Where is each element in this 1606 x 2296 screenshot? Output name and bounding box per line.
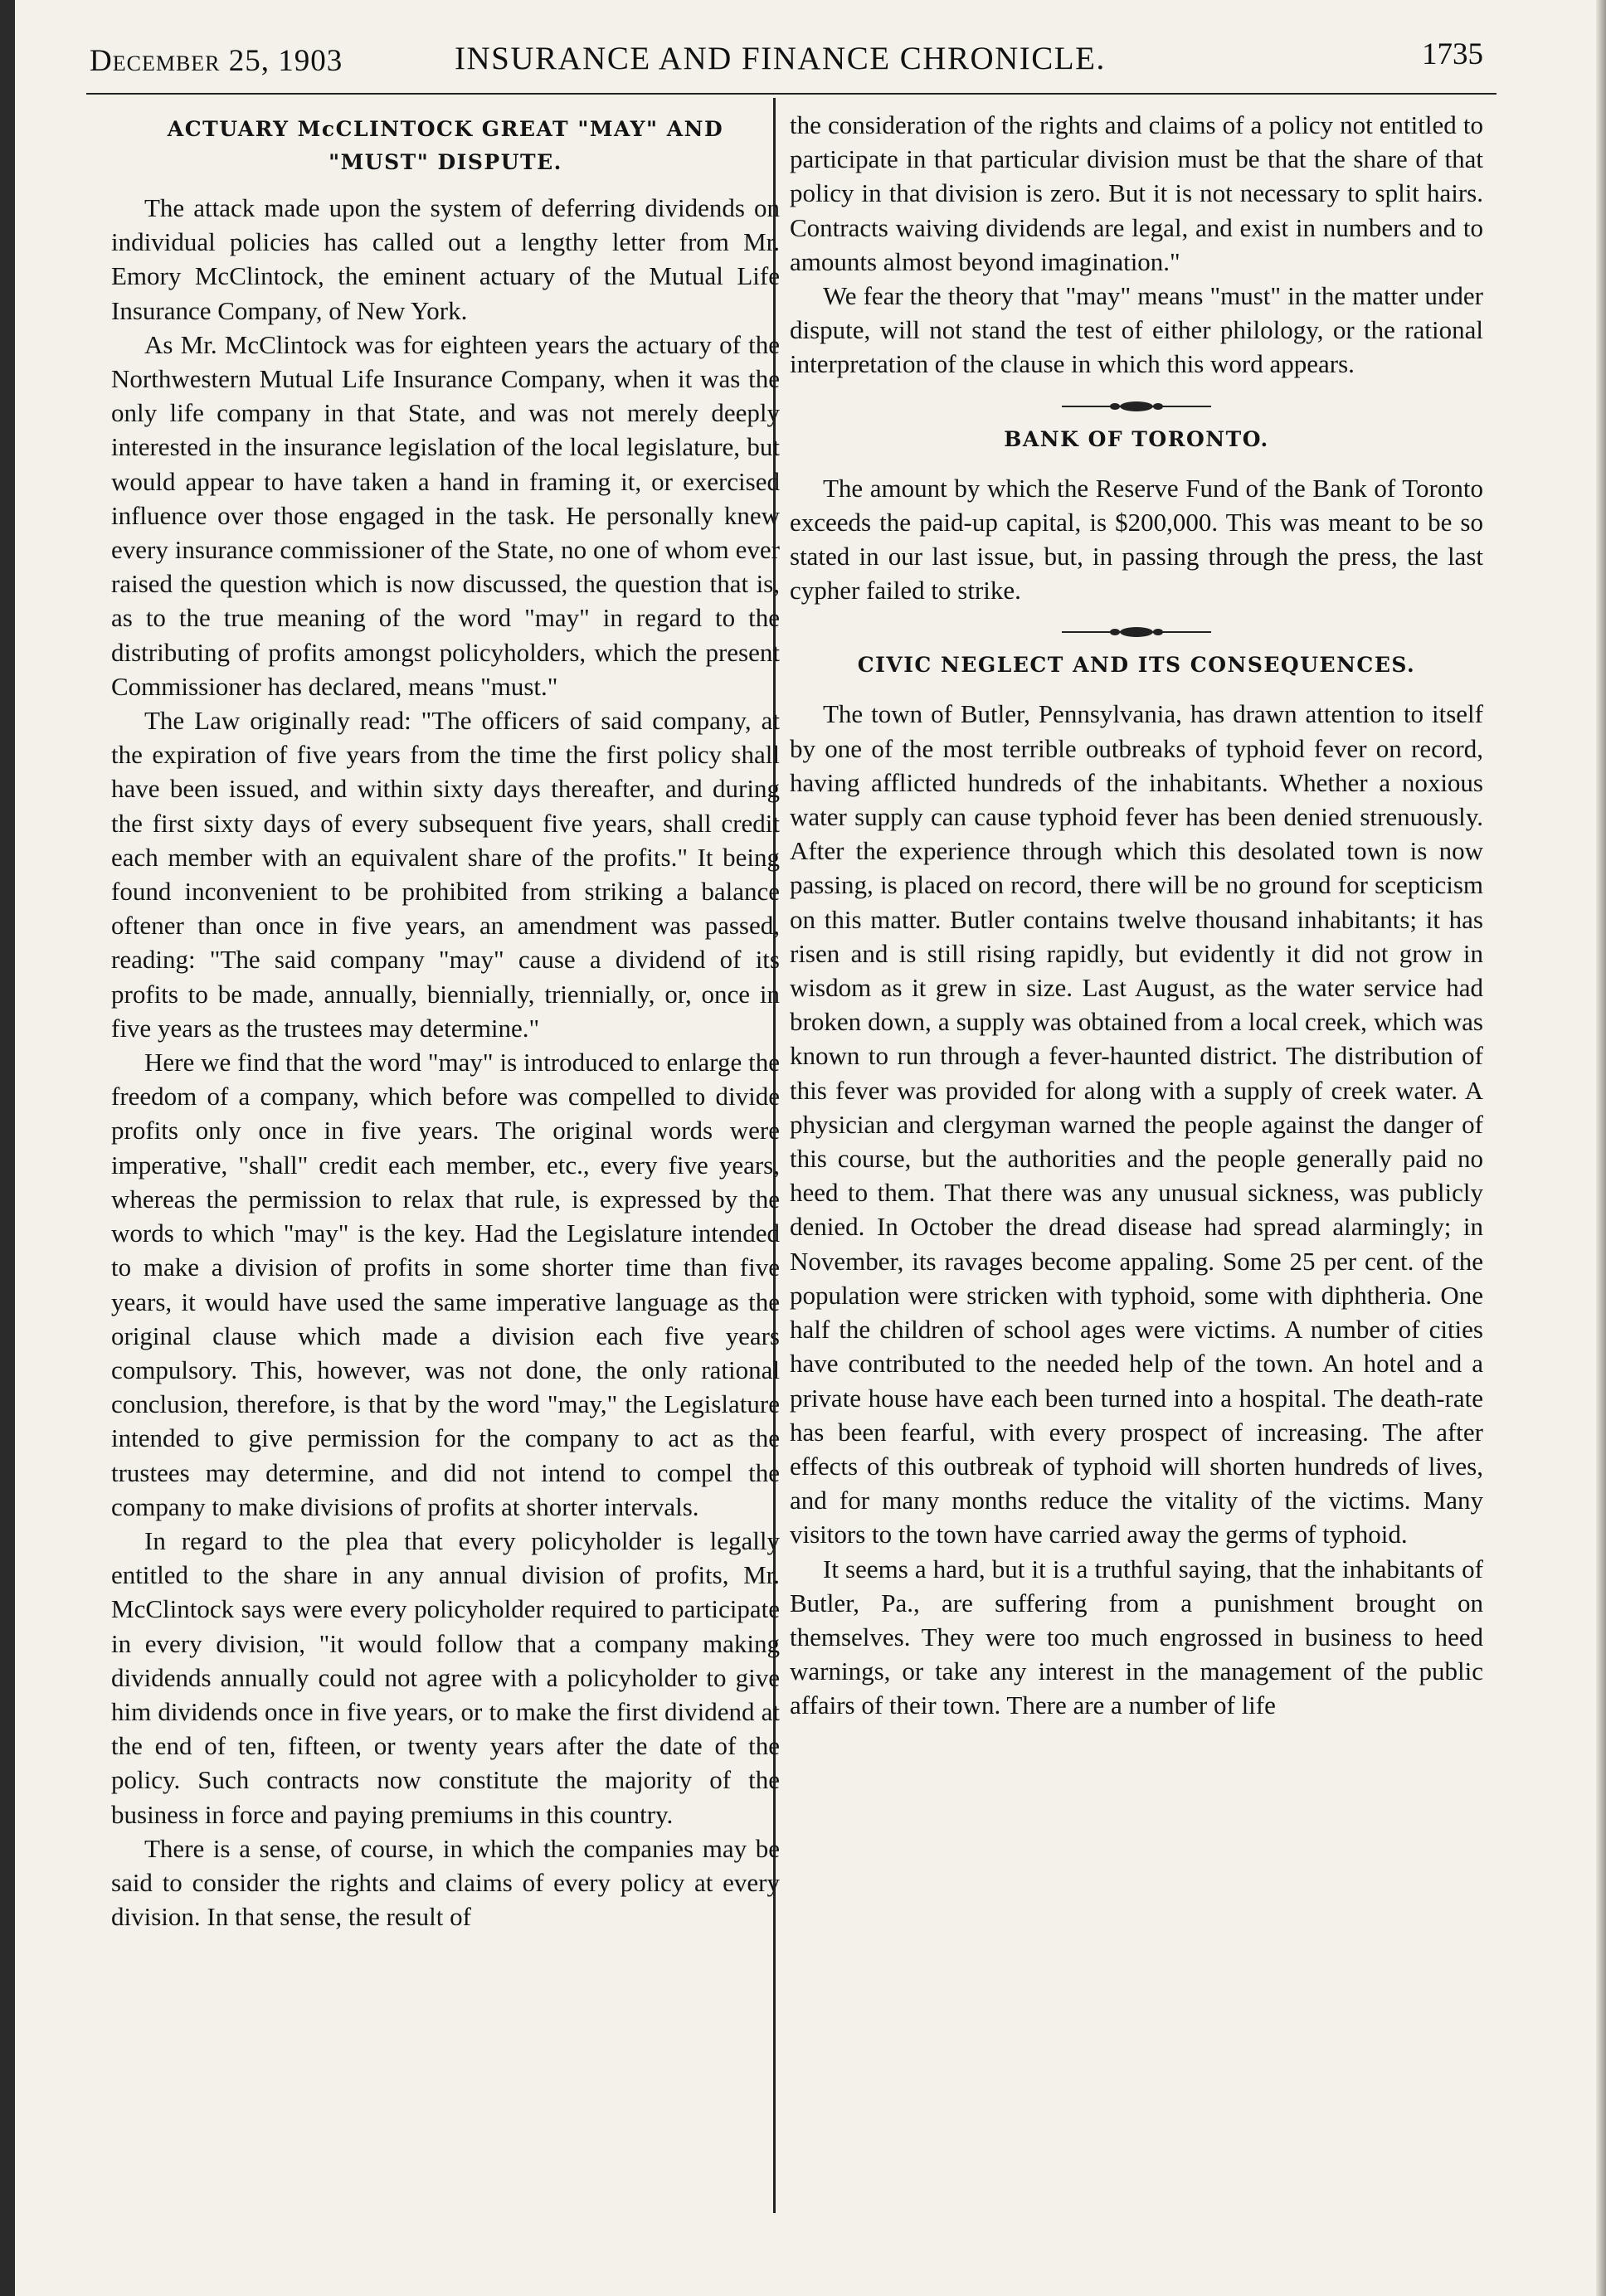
article-paragraph-continued: the consideration of the rights and claims of a policy not entitled to participate in that particular division must be that the share of that policy in that division is zero. But it is not necessary to split hairs. Contracts waiving dividends are legal, and exist in numbers and to amounts almost beyond imagination." <box>790 110 1483 276</box>
headline-line: "MUST" DISPUTE. <box>328 150 562 174</box>
left-column <box>111 108 780 1934</box>
article-paragraph: The town of Butler, Pennsylvania, has drawn attention to itself by one of the most terrible outbreaks of typhoid fever on record, having afflicted hundreds of the inhabitants. Whether a noxious water supply can cause typhoid fever has been denied strenuously. After the experience through which this desolated town is now passing, is placed on record, there will be no ground for scepticism on this matter. Butler contains twelve thousand inhabitants; it has risen and is still rising rapidly, but evidently it did not grow in wisdom as it grew in size. Last August, as the water service had broken down, a supply was obtained from a local creek, which was known to run through a fever-haunted district. The distribution of this fever was provided for along with a supply of creek water. A physician and clergyman warned the people against the danger of this course, but the authorities and the people generally paid no heed to them. That there was any unusual sickness, was publicly denied. In October the dread disease had spread alarmingly; in November, its ravages become appaling. Some 25 per cent. of the population were stricken with typhoid, some with diphtheria. One half the children of school ages were victims. A number of cities have contributed to the needed help of the town. An hotel and a private house have each been turned into a hospital. The death-rate has been fearful, with every prospect of increasing. The after effects of this outbreak of typhoid will shorten hundreds of lives, and for many months reduce the vitality of the victims. Many visitors to the town have carried away the germs of typhoid. <box>790 699 1483 1549</box>
newspaper-page <box>15 0 1606 2296</box>
article-headline-actuary <box>111 113 780 179</box>
article-paragraph: It seems a hard, but it is a truthful saying, that the inhabitants of Butler, Pa., are suffering from a punishment brought on themselves. They were too much engrossed in business to heed warnings, or take any interest in the management of the public affairs of their town. There are a number of life <box>790 1554 1483 1720</box>
page-number: 1735 <box>1422 37 1483 71</box>
article-paragraph: In regard to the plea that every policyholder is legally entitled to the share in any annual division of profits, Mr. McClintock says were every policyholder required to participate in every division, "it would follow that a company making dividends annually could not agree with a policyholder to give him dividends once in five years, or to make the first dividend at the end of ten, fifteen, or twenty years after the date of the policy. Such contracts now constitute the majority of the business in force and paying premiums in this country. <box>111 1525 780 1829</box>
header-rule <box>86 93 1496 95</box>
issue-date: December 25, 1903 <box>90 44 343 78</box>
article-paragraph: Here we find that the word "may" is introduced to enlarge the freedom of a company, which before was compelled to divide profits only once in five years. The original words were imperative, "shall" credit each member, etc., every five years, whereas the permission to relax that rule, is expressed by the words to which "may" is the key. Had the Legislature intended to make a division of profits in some shorter time than five years, it would have used the same imperative language as the original clause which made a division each five years compulsory. This, however, was not done, the only rational conclusion, therefore, is that by the word "may," the Legislature intended to give permission for the company to act as the trustees may determine, and did not intend to compel the company to make divisions of profits at shorter intervals. <box>111 1048 780 1521</box>
scan-margin-strip <box>0 0 15 2296</box>
right-column <box>790 108 1483 1723</box>
article-headline-bank: BANK OF TORONTO. <box>1004 426 1269 451</box>
article-paragraph: The amount by which the Reserve Fund of the Bank of Toronto exceeds the paid-up capital, is $200,000. This was meant to be so stated in our last issue, but, in passing through the press, the last cypher failed to strike. <box>790 473 1483 606</box>
headline-line: ACTUARY McCLINTOCK GREAT "MAY" AND <box>167 117 724 141</box>
article-paragraph: There is a sense, of course, in which the companies may be said to consider the rights and claims of every policy at every division. In that sense, the result of <box>111 1833 780 1932</box>
article-headline-civic: CIVIC NEGLECT AND ITS CONSEQUENCES. <box>857 653 1416 678</box>
page-edge-shadow <box>1596 0 1606 2296</box>
ornamental-rule <box>1062 400 1211 413</box>
article-paragraph: We fear the theory that "may" means "must" in the matter under dispute, will not stand the test of either philology, or the rational interpretation of the clause in which this word appears. <box>790 281 1483 379</box>
article-paragraph: As Mr. McClintock was for eighteen years the actuary of the Northwestern Mutual Life Insurance Company, when it was the only life company in that State, and was not merely deeply interested in the insurance legislation of the local legislature, but would appear to have taken a hand in framing it, or exercised influence over those engaged in the task. He personally knew every insurance commissioner of the State, no one of whom ever raised the question which is now discussed, the question that is, as to the true meaning of the word "may" in regard to the distributing of profits amongst policyholders, which the present Commissioner has declared, means "must." <box>111 329 780 701</box>
article-paragraph: The attack made upon the system of deferring dividends on individual policies has called out a lengthy letter from Mr. Emory McClintock, the eminent actuary of the Mutual Life Insurance Company, of New York. <box>111 193 780 325</box>
publication-title: INSURANCE AND FINANCE CHRONICLE. <box>455 41 1106 76</box>
running-header <box>90 36 1483 86</box>
ornamental-rule <box>1062 625 1211 639</box>
article-paragraph: The Law originally read: "The officers of said company, at the expiration of five years from the time the first policy shall have been issued, and within sixty days thereafter, and during the first sixty days of every subsequent five years, shall credit each member with an equivalent share of the profits." It being found inconvenient to be prohibited from striking a balance oftener than once in five years, an amendment was passed, reading: "The said company "may" cause a dividend of its profits to be made, annually, biennially, triennially, or, once in five years as the trustees may determine." <box>111 706 780 1043</box>
